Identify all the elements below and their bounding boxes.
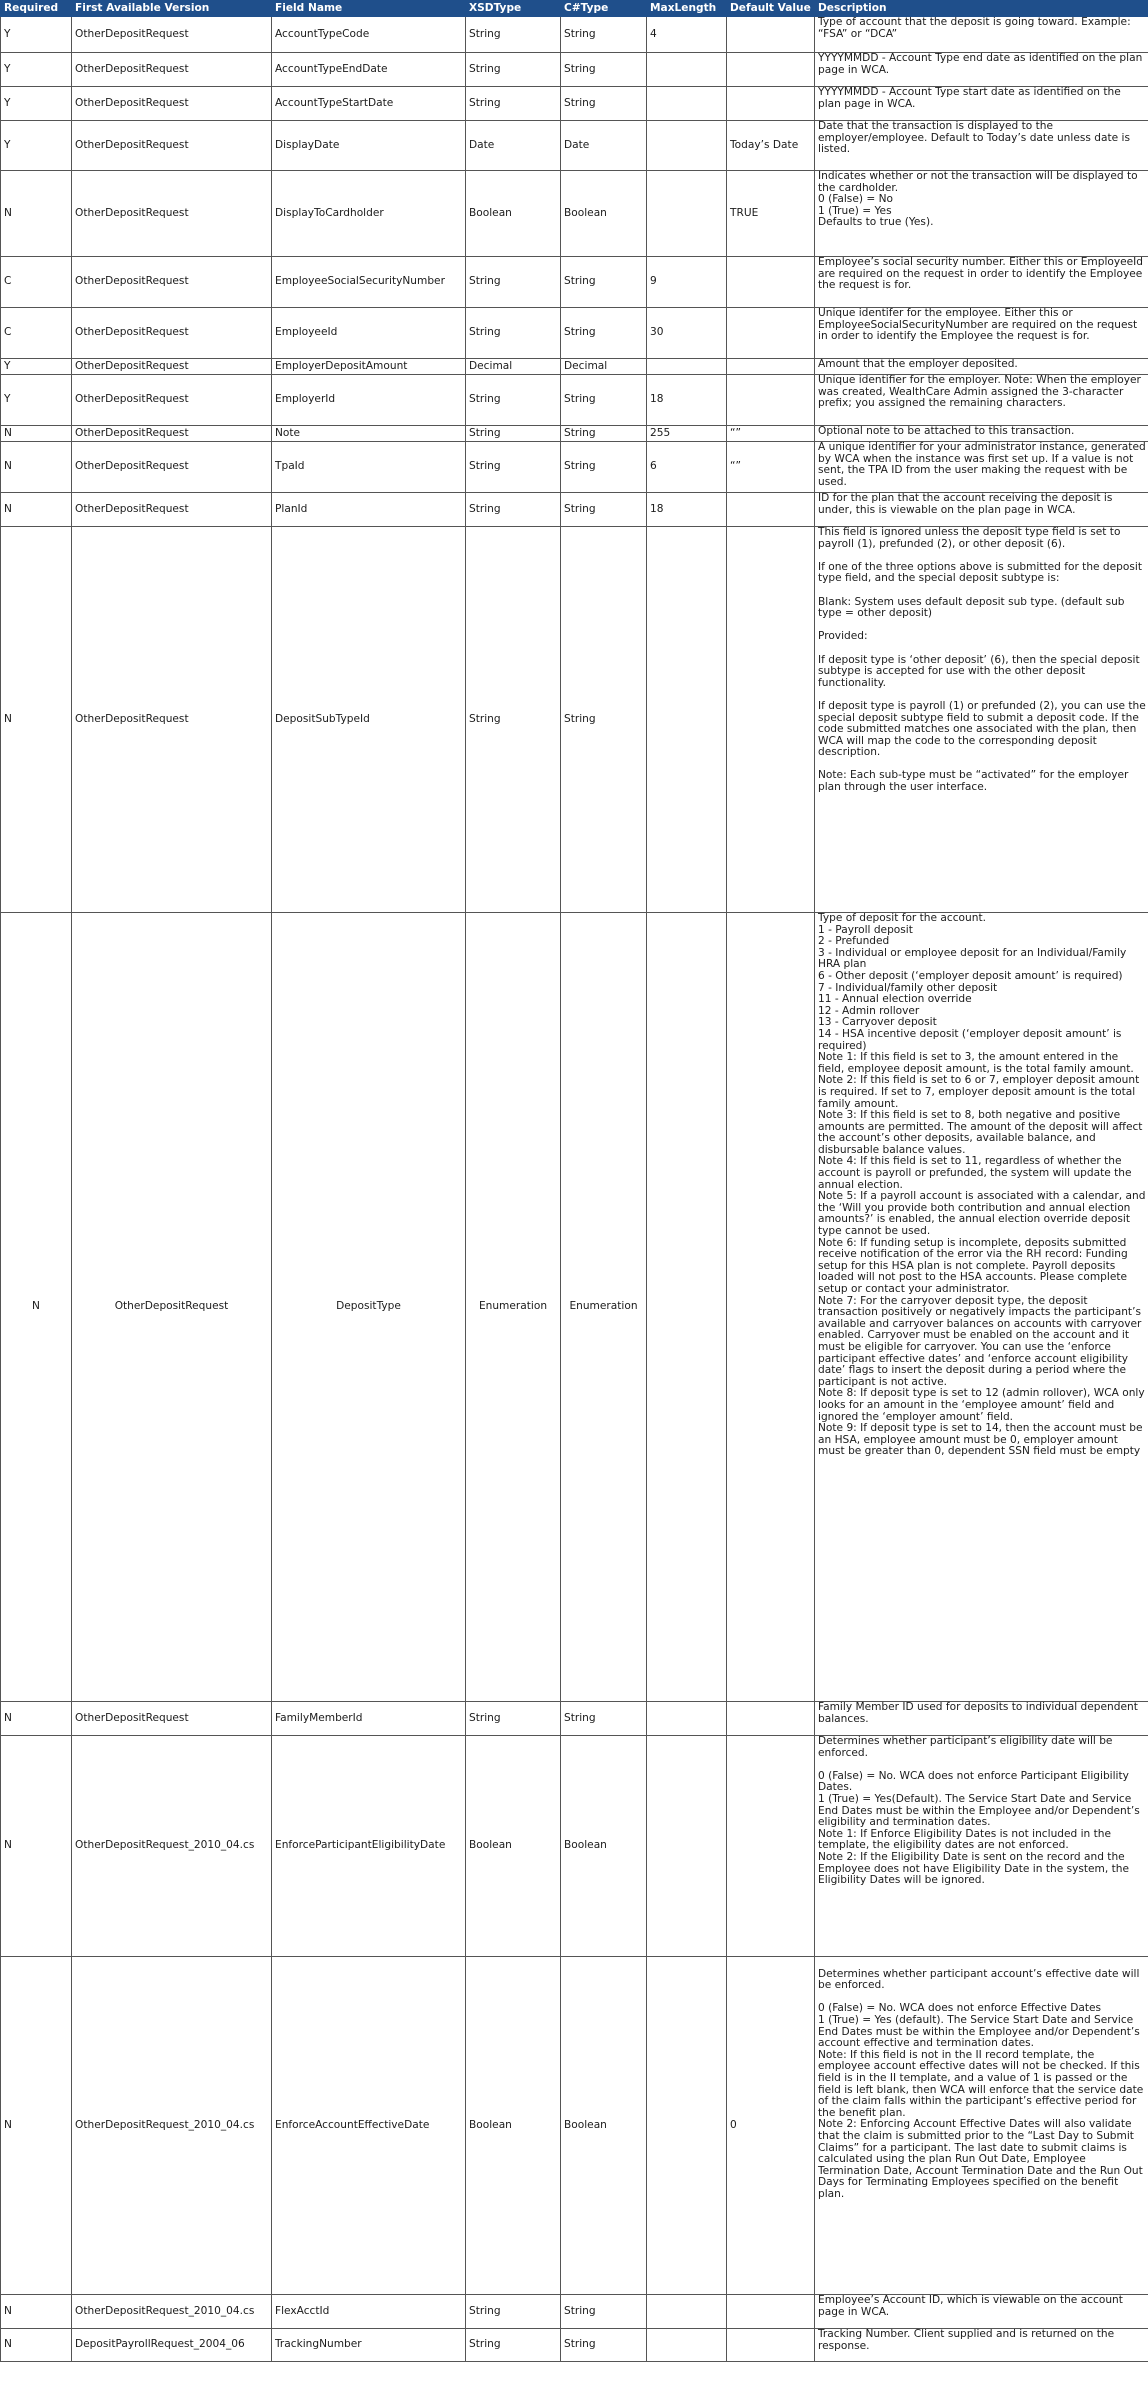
field-name-cell: EmployerDepositAmount — [272, 359, 466, 375]
table-row — [1, 257, 1148, 308]
table-row — [1, 53, 1148, 87]
description-cell: Unique identifer for the employee. Either this or EmployeeSocialSecurityNumber are required on the request in order to identify the Employee the request is for. — [815, 308, 1148, 359]
maxlength-cell — [647, 1736, 727, 1957]
maxlength-cell — [647, 1702, 727, 1736]
version-cell: OtherDepositRequest — [72, 493, 272, 527]
required-cell: Y — [1, 87, 72, 121]
xsdtype-cell: Boolean — [466, 171, 561, 257]
field-name-cell: DisplayToCardholder — [272, 171, 466, 257]
xsdtype-cell: Boolean — [466, 1957, 561, 2295]
cstype-cell: String — [561, 2295, 647, 2329]
field-name-cell: FlexAcctId — [272, 2295, 466, 2329]
required-cell: N — [1, 442, 72, 493]
required-cell: Y — [1, 359, 72, 375]
field-name-cell: AccountTypeCode — [272, 17, 466, 53]
cstype-cell: Boolean — [561, 1957, 647, 2295]
table-row — [1, 1957, 1148, 2295]
maxlength-cell — [647, 527, 727, 913]
header-row — [1, 1, 1148, 17]
default-value-cell — [727, 913, 815, 1702]
cstype-cell: Enumeration — [561, 913, 647, 1702]
column-header-default-value: Default Value — [727, 1, 815, 17]
default-value-cell — [727, 308, 815, 359]
xsdtype-cell: String — [466, 2329, 561, 2362]
table-row — [1, 87, 1148, 121]
column-header-cstype: C#Type — [561, 1, 647, 17]
required-cell: Y — [1, 375, 72, 426]
default-value-cell — [727, 53, 815, 87]
xsdtype-cell: String — [466, 2295, 561, 2329]
version-cell: OtherDepositRequest — [72, 375, 272, 426]
table-body — [1, 17, 1148, 2362]
table-row — [1, 913, 1148, 1702]
required-cell: N — [1, 913, 72, 1702]
maxlength-cell — [647, 121, 727, 171]
required-cell: N — [1, 1957, 72, 2295]
default-value-cell — [727, 359, 815, 375]
table-row — [1, 426, 1148, 442]
description-cell: A unique identifier for your administrator instance, generated by WCA when the instance was first set up. If a value is not sent, the TPA ID from the user making the request with be used. — [815, 442, 1148, 493]
maxlength-cell: 6 — [647, 442, 727, 493]
description-cell: YYYYMMDD - Account Type end date as identified on the plan page in WCA. — [815, 53, 1148, 87]
field-name-cell: DepositSubTypeId — [272, 527, 466, 913]
maxlength-cell: 18 — [647, 375, 727, 426]
default-value-cell — [727, 527, 815, 913]
default-value-cell: TRUE — [727, 171, 815, 257]
field-name-cell: TrackingNumber — [272, 2329, 466, 2362]
version-cell: OtherDepositRequest_2010_04.cs — [72, 1736, 272, 1957]
cstype-cell: String — [561, 527, 647, 913]
required-cell: N — [1, 493, 72, 527]
table-row — [1, 171, 1148, 257]
description-cell: Family Member ID used for deposits to individual dependent balances. — [815, 1702, 1148, 1736]
xsdtype-cell: String — [466, 257, 561, 308]
required-cell: N — [1, 171, 72, 257]
field-name-cell: EmployeeId — [272, 308, 466, 359]
version-cell: OtherDepositRequest — [72, 442, 272, 493]
description-cell: Amount that the employer deposited. — [815, 359, 1148, 375]
description-cell: Employee’s Account ID, which is viewable on the account page in WCA. — [815, 2295, 1148, 2329]
table-row — [1, 17, 1148, 53]
required-cell: N — [1, 426, 72, 442]
table-row — [1, 527, 1148, 913]
column-header-version: First Available Version — [72, 1, 272, 17]
field-name-cell: EmployerId — [272, 375, 466, 426]
version-cell: OtherDepositRequest — [72, 87, 272, 121]
required-cell: N — [1, 527, 72, 913]
cstype-cell: String — [561, 2329, 647, 2362]
column-header-xsdtype: XSDType — [466, 1, 561, 17]
maxlength-cell — [647, 53, 727, 87]
field-name-cell: EmployeeSocialSecurityNumber — [272, 257, 466, 308]
required-cell: N — [1, 1702, 72, 1736]
xsdtype-cell: String — [466, 1702, 561, 1736]
table-row — [1, 375, 1148, 426]
description-cell: Indicates whether or not the transaction will be displayed to the cardholder. 0 (False) = No 1 (True) = Yes Defaults to true (Yes). — [815, 171, 1148, 257]
table-row — [1, 2329, 1148, 2362]
version-cell: OtherDepositRequest_2010_04.cs — [72, 2295, 272, 2329]
version-cell: OtherDepositRequest — [72, 17, 272, 53]
default-value-cell — [727, 2329, 815, 2362]
default-value-cell — [727, 375, 815, 426]
table-row — [1, 442, 1148, 493]
description-cell: This field is ignored unless the deposit type field is set to payroll (1), prefunded (2), or other deposit (6). If one of the three options above is submitted for the deposit type field, and the special deposit subtype is: Blank: System uses default deposit sub type. (default sub type = other deposit) Provided: If deposit type is ‘other deposit’ (6), then the special deposit subtype is accepted for use with the other deposit functionality. If deposit type is payroll (1) or prefunded (2), you can use the special deposit subtype field to submit a deposit code. If the code submitted matches one associated with the plan, then WCA will map the code to the corresponding deposit description. Note: Each sub-type must be “activated” for the employer plan through the user interface. — [815, 527, 1148, 913]
cstype-cell: String — [561, 442, 647, 493]
version-cell: OtherDepositRequest — [72, 308, 272, 359]
default-value-cell — [727, 87, 815, 121]
cstype-cell: String — [561, 257, 647, 308]
maxlength-cell: 4 — [647, 17, 727, 53]
default-value-cell: “” — [727, 442, 815, 493]
cstype-cell: String — [561, 53, 647, 87]
default-value-cell: 0 — [727, 1957, 815, 2295]
xsdtype-cell: String — [466, 527, 561, 913]
table-row — [1, 493, 1148, 527]
xsdtype-cell: Date — [466, 121, 561, 171]
description-cell: Type of account that the deposit is going toward. Example: “FSA” or “DCA” — [815, 17, 1148, 53]
column-header-maxlength: MaxLength — [647, 1, 727, 17]
maxlength-cell — [647, 2329, 727, 2362]
maxlength-cell: 30 — [647, 308, 727, 359]
column-header-description: Description — [815, 1, 1148, 17]
table-row — [1, 308, 1148, 359]
cstype-cell: Date — [561, 121, 647, 171]
default-value-cell — [727, 493, 815, 527]
field-name-cell: PlanId — [272, 493, 466, 527]
required-cell: C — [1, 308, 72, 359]
cstype-cell: String — [561, 308, 647, 359]
column-header-field-name: Field Name — [272, 1, 466, 17]
description-cell: Optional note to be attached to this transaction. — [815, 426, 1148, 442]
field-name-cell: EnforceAccountEffectiveDate — [272, 1957, 466, 2295]
cstype-cell: Decimal — [561, 359, 647, 375]
maxlength-cell — [647, 2295, 727, 2329]
default-value-cell — [727, 257, 815, 308]
field-name-cell: AccountTypeEndDate — [272, 53, 466, 87]
field-name-cell: Note — [272, 426, 466, 442]
description-cell: YYYYMMDD - Account Type start date as identified on the plan page in WCA. — [815, 87, 1148, 121]
description-cell: Date that the transaction is displayed to the employer/employee. Default to Today’s date unless date is listed. — [815, 121, 1148, 171]
column-header-required: Required — [1, 1, 72, 17]
table-row — [1, 1736, 1148, 1957]
maxlength-cell: 18 — [647, 493, 727, 527]
maxlength-cell: 9 — [647, 257, 727, 308]
maxlength-cell — [647, 359, 727, 375]
field-name-cell: AccountTypeStartDate — [272, 87, 466, 121]
default-value-cell — [727, 1736, 815, 1957]
maxlength-cell — [647, 171, 727, 257]
xsdtype-cell: Enumeration — [466, 913, 561, 1702]
xsdtype-cell: Decimal — [466, 359, 561, 375]
maxlength-cell — [647, 87, 727, 121]
version-cell: OtherDepositRequest — [72, 1702, 272, 1736]
version-cell: OtherDepositRequest — [72, 913, 272, 1702]
field-name-cell: TpaId — [272, 442, 466, 493]
maxlength-cell — [647, 1957, 727, 2295]
description-cell: ID for the plan that the account receiving the deposit is under, this is viewable on the plan page in WCA. — [815, 493, 1148, 527]
cstype-cell: String — [561, 426, 647, 442]
cstype-cell: Boolean — [561, 1736, 647, 1957]
version-cell: OtherDepositRequest — [72, 257, 272, 308]
cstype-cell: String — [561, 17, 647, 53]
version-cell: OtherDepositRequest — [72, 53, 272, 87]
table-row — [1, 121, 1148, 171]
description-cell: Determines whether participant account’s effective date will be enforced. 0 (False) = No. WCA does not enforce Effective Dates 1 (True) = Yes (default). The Service Start Date and Service End Dates must be within the Employee and/or Dependent’s account effective and termination dates. Note: If this field is not in the II record template, the employee account effective dates will not be checked. If this field is in the II template, and a value of 1 is passed or the field is left blank, then WCA will enforce that the service date of the claim falls within the participant’s effective period for the benefit plan. Note 2: Enforcing Account Effective Dates will also validate that the claim is submitted prior to the “Last Day to Submit Claims” for a participant. The last date to submit claims is calculated using the plan Run Out Date, Employee Termination Date, Account Termination Date and the Run Out Days for Terminating Employees specified on the benefit plan. — [815, 1957, 1148, 2295]
description-cell: Determines whether participant’s eligibility date will be enforced. 0 (False) = No. WCA does not enforce Participant Eligibility Dates. 1 (True) = Yes(Default). The Service Start Date and Service End Dates must be within the Employee and/or Dependent’s eligibility and termination dates. Note 1: If Enforce Eligibility Dates is not included in the template, the eligibility dates are not enforced. Note 2: If the Eligibility Date is sent on the record and the Employee does not have Eligibility Date in the system, the Eligibility Dates will be ignored. — [815, 1736, 1148, 1957]
description-cell: Type of deposit for the account. 1 - Payroll deposit 2 - Prefunded 3 - Individual or employee deposit for an Individual/Family HRA plan 6 - Other deposit (‘employer deposit amount’ is required) 7 - Individual/family other deposit 11 - Annual election override 12 - Admin rollover 13 - Carryover deposit 14 - HSA incentive deposit (‘employer deposit amount’ is required) Note 1: If this field is set to 3, the amount entered in the field, employee deposit amount, is the total family amount. Note 2: If this field is set to 6 or 7, employer deposit amount is required. If set to 7, employer deposit amount is the total family amount. Note 3: If this field is set to 8, both negative and positive amounts are permitted. The amount of the deposit will affect the account’s other deposits, available balance, and disbursable balance values. Note 4: If this field is set to 11, regardless of whether the account is payroll or prefunded, the system will update the annual election. Note 5: If a payroll account is associated with a calendar, and the ‘Will you provide both contribution and annual election amounts?’ is enabled, the annual election override deposit type cannot be used. Note 6: If funding setup is incomplete, deposits submitted receive notification of the error via the RH record: Funding setup for this HSA plan is not complete. Payroll deposits loaded will not post to the HSA accounts. Please complete setup or contact your administrator. Note 7: For the carryover deposit type, the deposit transaction positively or negatively impacts the participant’s available and carryover balances on accounts with carryover enabled. Carryover must be enabled on the account and it must be eligible for carryover. You can use the ‘enforce participant effective dates’ and ‘enforce account eligibility date’ flags to insert the deposit during a period where the participant is not active. Note 8: If deposit type is set to 12 (admin rollover), WCA only looks for an amount in the ‘employee amount’ field and ignored the ‘employer amount’ field. Note 9: If deposit type is set to 14, then the account must be an HSA, employee amount must be 0, employer amount must be greater than 0, dependent SSN field must be empty — [815, 913, 1148, 1702]
field-name-cell: DepositType — [272, 913, 466, 1702]
field-name-cell: FamilyMemberId — [272, 1702, 466, 1736]
cstype-cell: String — [561, 375, 647, 426]
xsdtype-cell: Boolean — [466, 1736, 561, 1957]
cstype-cell: Boolean — [561, 171, 647, 257]
version-cell: OtherDepositRequest — [72, 426, 272, 442]
version-cell: OtherDepositRequest — [72, 171, 272, 257]
field-name-cell: DisplayDate — [272, 121, 466, 171]
default-value-cell — [727, 2295, 815, 2329]
description-cell: Unique identifier for the employer. Note: When the employer was created, WealthCare Admin assigned the 3-character prefix; you assigned the remaining characters. — [815, 375, 1148, 426]
default-value-cell: “” — [727, 426, 815, 442]
xsdtype-cell: String — [466, 87, 561, 121]
xsdtype-cell: String — [466, 442, 561, 493]
required-cell: N — [1, 2295, 72, 2329]
required-cell: Y — [1, 121, 72, 171]
required-cell: C — [1, 257, 72, 308]
table-row — [1, 1702, 1148, 1736]
xsdtype-cell: String — [466, 426, 561, 442]
cstype-cell: String — [561, 493, 647, 527]
field-name-cell: EnforceParticipantEligibilityDate — [272, 1736, 466, 1957]
version-cell: OtherDepositRequest — [72, 121, 272, 171]
version-cell: OtherDepositRequest_2010_04.cs — [72, 1957, 272, 2295]
required-cell: Y — [1, 53, 72, 87]
table-row — [1, 2295, 1148, 2329]
version-cell: DepositPayrollRequest_2004_06 — [72, 2329, 272, 2362]
description-cell: Tracking Number. Client supplied and is returned on the response. — [815, 2329, 1148, 2362]
xsdtype-cell: String — [466, 493, 561, 527]
default-value-cell: Today’s Date — [727, 121, 815, 171]
xsdtype-cell: String — [466, 17, 561, 53]
xsdtype-cell: String — [466, 308, 561, 359]
cstype-cell: String — [561, 87, 647, 121]
table-row — [1, 359, 1148, 375]
version-cell: OtherDepositRequest — [72, 527, 272, 913]
xsdtype-cell: String — [466, 375, 561, 426]
cstype-cell: String — [561, 1702, 647, 1736]
maxlength-cell: 255 — [647, 426, 727, 442]
maxlength-cell — [647, 913, 727, 1702]
xsdtype-cell: String — [466, 53, 561, 87]
required-cell: Y — [1, 17, 72, 53]
required-cell: N — [1, 1736, 72, 1957]
description-cell: Employee’s social security number. Either this or EmployeeId are required on the request in order to identify the Employee the request is for. — [815, 257, 1148, 308]
default-value-cell — [727, 1702, 815, 1736]
default-value-cell — [727, 17, 815, 53]
version-cell: OtherDepositRequest — [72, 359, 272, 375]
required-cell: N — [1, 2329, 72, 2362]
